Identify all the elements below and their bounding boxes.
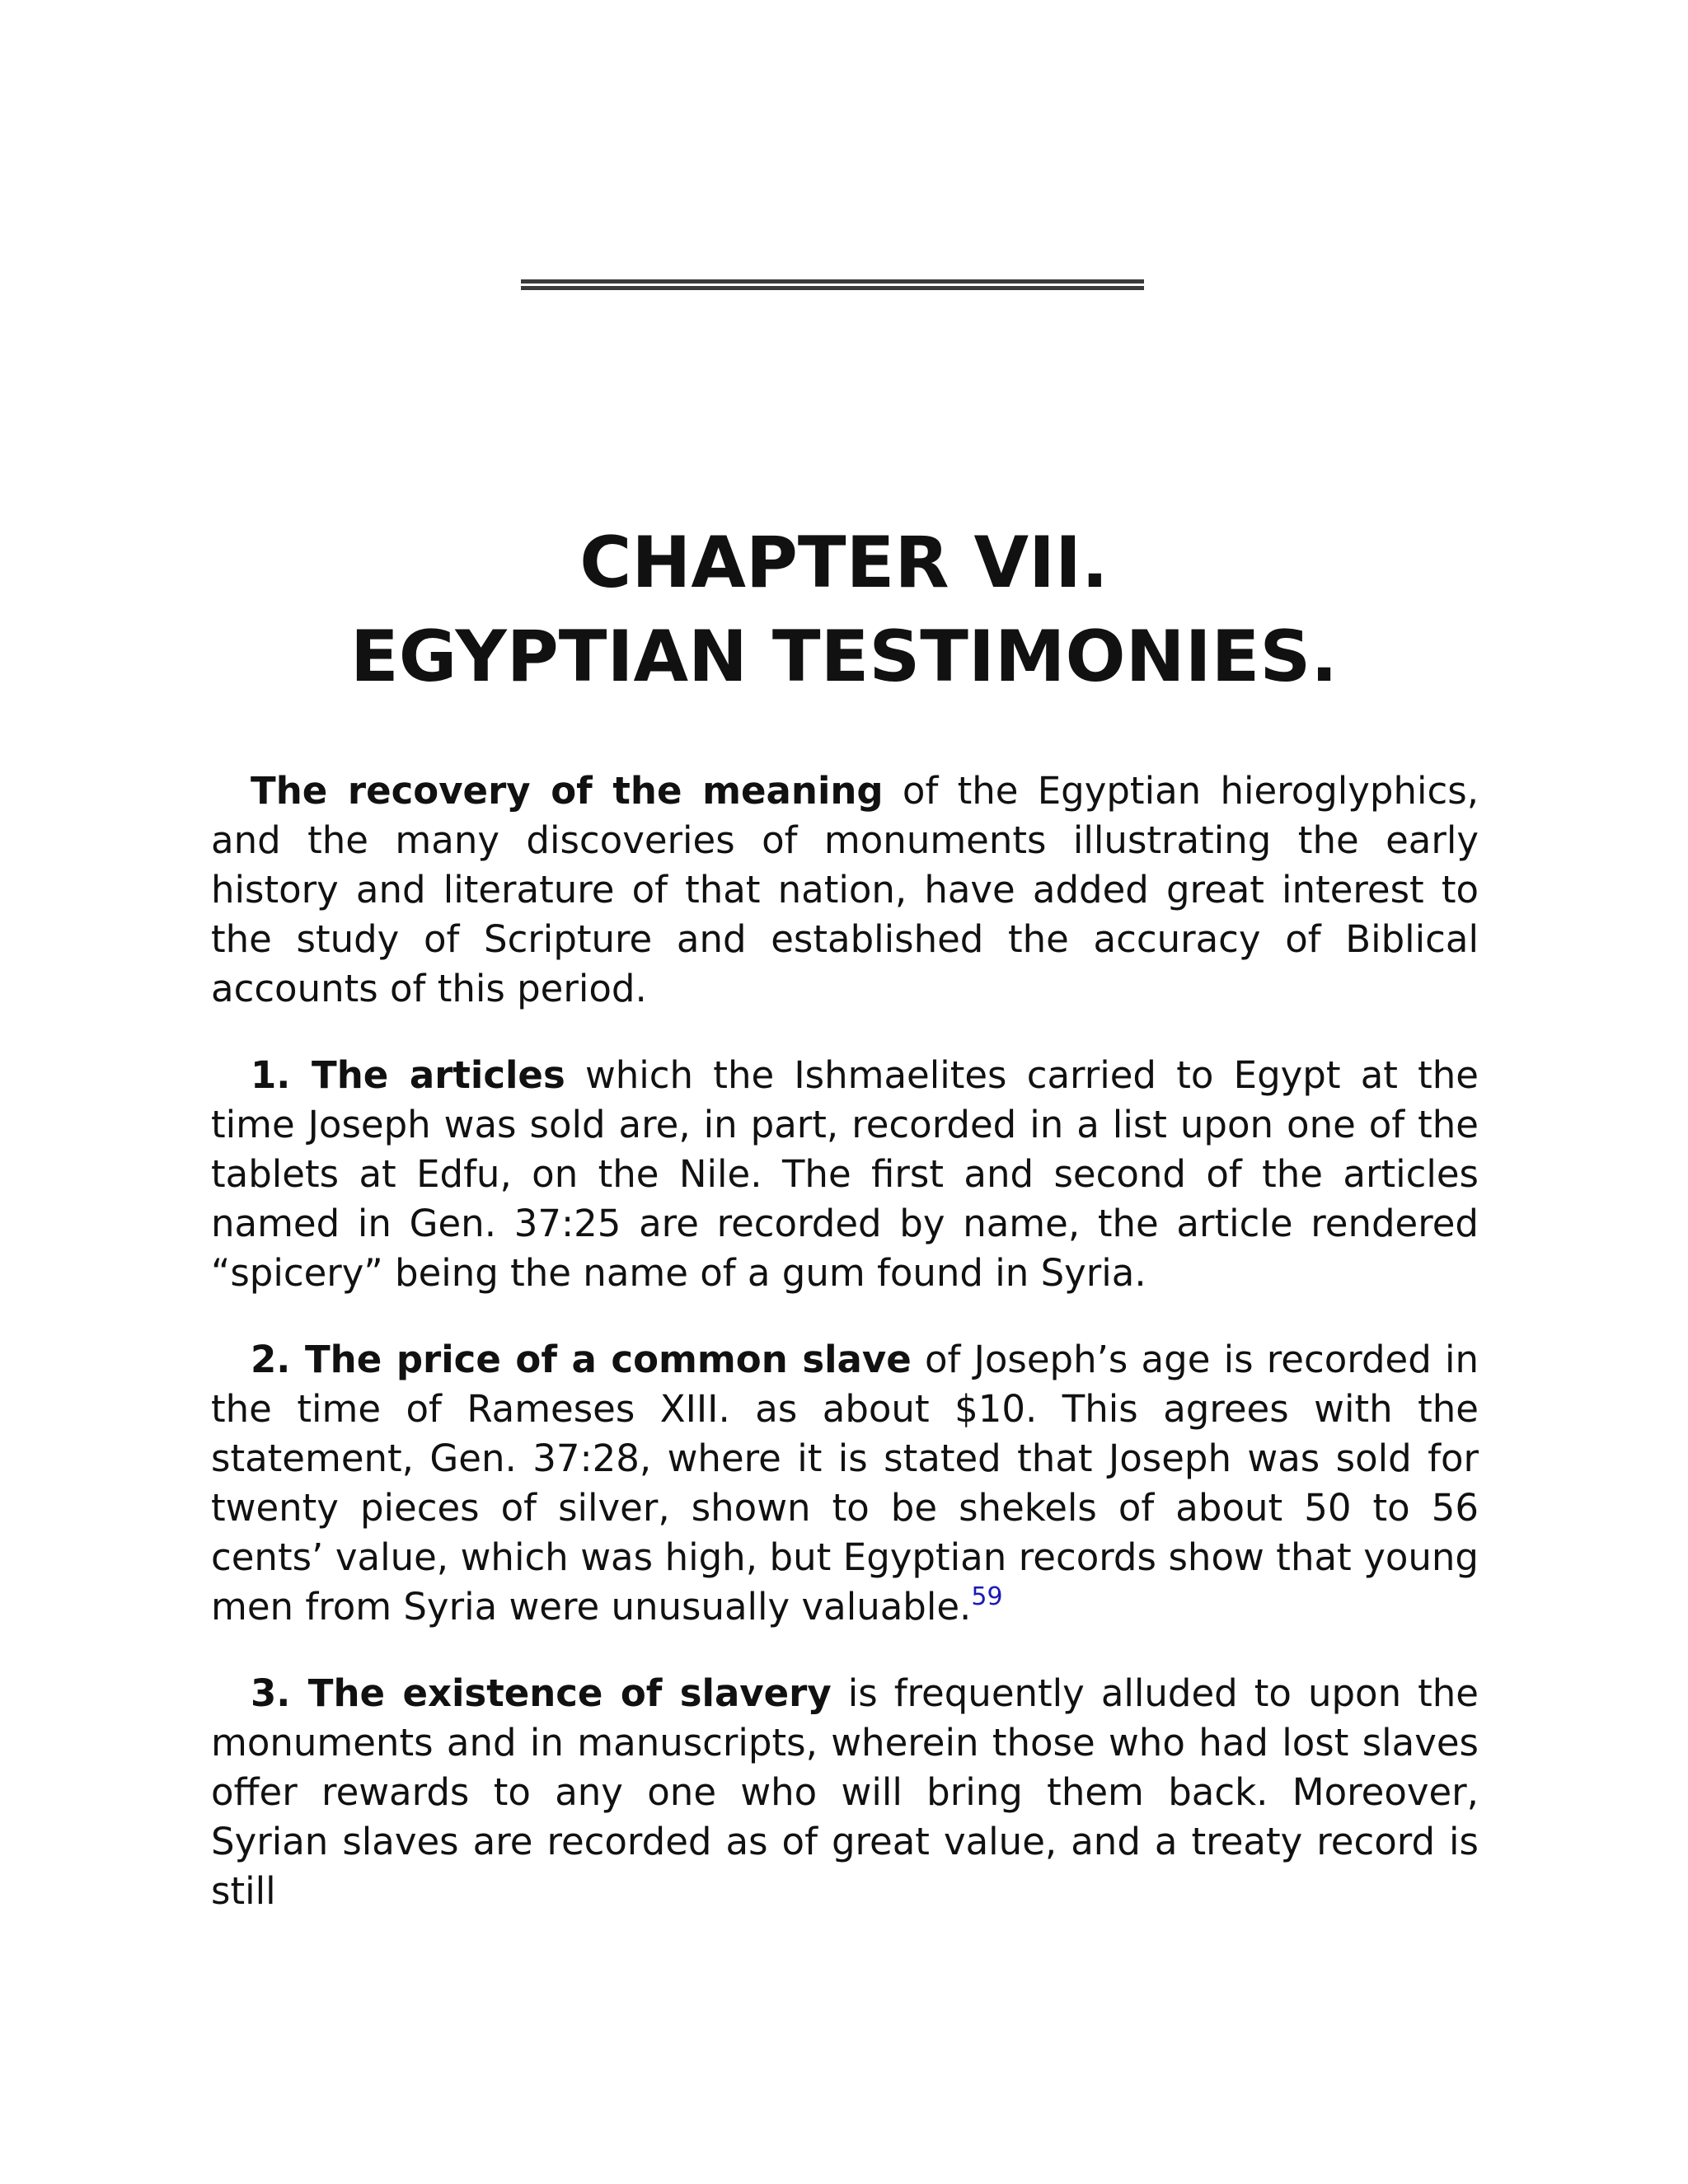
paragraph-slave-price [211, 1335, 1479, 1632]
decorative-rule-top [521, 279, 1144, 284]
paragraph-lead: The recovery of the meaning [251, 769, 884, 813]
paragraph-text: which the Ishmaelites carried to Egypt at the time Joseph was sold are, in part, recorded in a list upon one of the tablets at Edfu, on the Nile. The first and second of the articles named in Gen. 37:25 are recorded by name, the article rendered “spicery” being the name of a gum found in Syria. [211, 1053, 1479, 1295]
paragraph-lead: 3. The existence of slavery [251, 1671, 832, 1715]
paragraph-slavery [211, 1669, 1479, 1916]
paragraph-lead: 1. The articles [251, 1053, 565, 1097]
chapter-number: CHAPTER VII. [579, 522, 1109, 604]
chapter-body [211, 766, 1479, 1953]
paragraph-text: of Joseph’s age is recorded in the time of Rameses XIII. as about $10. This agrees with the statement, Gen. 37:28, where it is stated that Joseph was sold for twenty pieces of silver, shown to be shekels of about 50 to 56 cents’ value, which was high, but Egyptian records show that young men from Syria were unusually valuable. [211, 1338, 1479, 1629]
paragraph-lead: 2. The price of a common slave [251, 1338, 912, 1381]
chapter-title: EGYPTIAN TESTIMONIES. [350, 616, 1338, 698]
paragraph-text: is frequently alluded to upon the monuments and in manuscripts, wherein those who had lost slaves offer rewards to any one who will bring them back. Moreover, Syrian slaves are recorded as of great value, and a treaty record is still [211, 1671, 1479, 1913]
paragraph-text: of the Egyptian hieroglyphics, and the many discoveries of monuments illustrating the early history and literature of that nation, have added great interest to the study of Scripture and established the accuracy of Biblical accounts of this period. [211, 769, 1479, 1010]
footnote-link[interactable]: 59 [971, 1582, 1003, 1611]
paragraph-intro [211, 766, 1479, 1014]
decorative-rule-bottom [521, 286, 1144, 290]
paragraph-articles [211, 1051, 1479, 1298]
